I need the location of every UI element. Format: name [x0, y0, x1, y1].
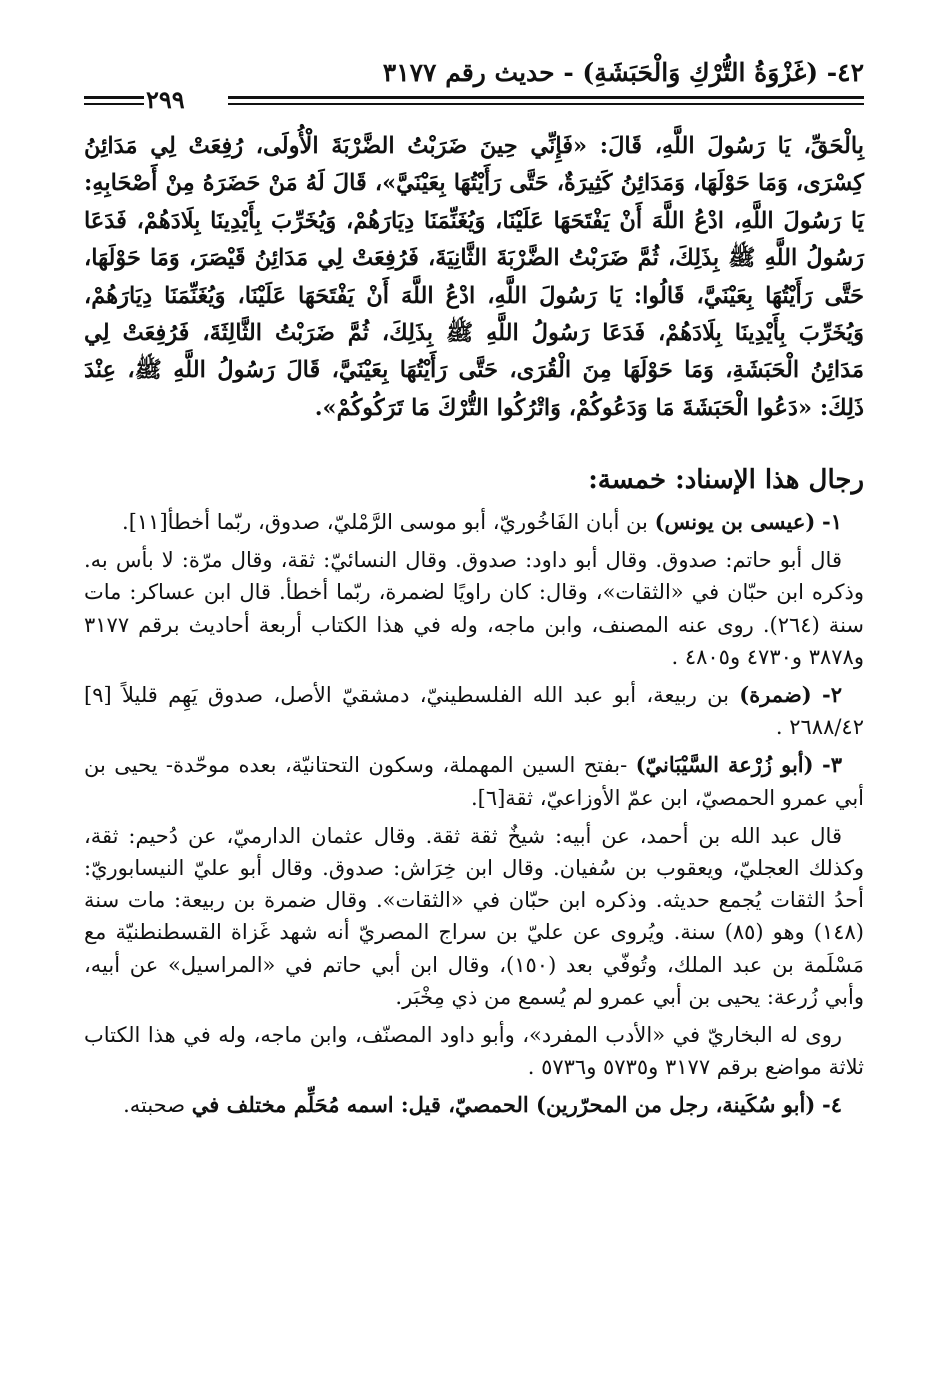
narrator-description: صحبته. — [123, 1093, 192, 1118]
running-title: ٤٢- (غَزْوَةُ التُّرْكِ وَالْحَبَشَةِ) - حديث رقم ٣١٧٧ — [382, 58, 864, 87]
narrator-name: (عيسى بن يونس) — [654, 509, 816, 534]
narrator-number: ٣- — [822, 752, 842, 778]
narrator-entry-2 — [84, 679, 864, 743]
header-rule-short — [84, 96, 144, 105]
narrator-description: -بفتح السين المهملة، وسكون التحتانيّة، بعده موحّدة- يحيى بن أبي عمرو الحمصيّ، ابن عمّ الأوزاعيّ، ثقة[٦]. — [84, 753, 864, 810]
narrator-description: بن ربيعة، أبو عبد الله الفلسطينيّ، دمشقيّ الأصل، صدوق يَهِم قليلاً [٩] ٢٦٨٨/٤٢ . — [84, 683, 864, 740]
narrator-name: (أبو سُكَينة، رجل من المحرّرين) الحمصيّ، قيل: اسمه مُحَلِّم مختلف في — [191, 1092, 816, 1118]
page-number: ٢٩٩ — [146, 85, 185, 114]
narrators-list — [84, 506, 864, 1128]
narrator-name: (أبو زُرْعة السَّيْبَانيّ) — [635, 752, 814, 778]
narrator-entry-4 — [84, 1089, 864, 1121]
narrator-number: ١- — [822, 509, 842, 534]
narrator-number: ٢- — [822, 682, 842, 708]
section-heading: رجال هذا الإسناد: خمسة: — [588, 465, 864, 495]
narrator-description: بن أبان الفَاخُوريّ، أبو موسى الرَّمْليّ، صدوق، ربّما أخطأ[١١]. — [122, 510, 655, 534]
narrator-comment: قال أبو حاتم: صدوق. وقال أبو داود: صدوق. وقال النسائيّ: ثقة، وقال مرّة: لا بأس به. وذكره ابن حبّان في «الثقات»، وقال: كان راويًا لضمرة، ربّما أخطأ. قال ابن عساكر: مات سنة (٢٦٤). روى عنه المصنف، وابن ماجه، وله في هذا الكتاب أربعة أحاديث برقم ٣١٧٧ و٣٨٧٨ و٤٧٣٠ و٤٨٠٥ . — [84, 548, 864, 669]
narrator-number: ٤- — [822, 1092, 842, 1118]
header-rule — [228, 96, 864, 105]
narrator-comment: روى له البخاريّ في «الأدب المفرد»، وأبو داود المصنّف، وابن ماجه، وله في هذا الكتاب ثلاثة مواضع برقم ٣١٧٧ و٥٧٣٥ و٥٧٣٦ . — [84, 1023, 864, 1080]
narrator-name: (ضمرة) — [739, 682, 812, 708]
narrator-entry-1 — [84, 506, 864, 538]
hadith-text: بِالْحَقِّ، يَا رَسُولَ اللَّهِ، قَالَ: «فَإِنِّي حِينَ ضَرَبْتُ الضَّرْبَةَ الْأُولَى، رُفِعَتْ لِي مَدَائِنُ كِسْرَى، وَمَا حَوْلَهَا، وَمَدَائِنُ كَثِيرَةٌ، حَتَّى رَأَيْتُهَا بِعَيْنَيَّ»، قَالَ لَهُ مَنْ حَضَرَهُ مِنْ أَصْحَابِهِ: يَا رَسُولَ اللَّهِ، ادْعُ اللَّهَ أَنْ يَفْتَحَهَا عَلَيْنَا، وَيُغَنِّمَنَا دِيَارَهُمْ، وَيُخَرِّبَ بِأَيْدِينَا بِلَادَهُمْ، فَدَعَا رَسُولُ اللَّهِ ﷺ بِذَلِكَ، ثُمَّ ضَرَبْتُ الضَّرْبَةَ الثَّانِيَةَ، فَرُفِعَتْ لِي مَدَائِنُ قَيْصَرَ، وَمَا حَوْلَهَا، حَتَّى رَأَيْتُهَا بِعَيْنَيَّ، قَالُوا: يَا رَسُولَ اللَّهِ، ادْعُ اللَّهَ أَنْ يَفْتَحَهَا عَلَيْنَا، وَيُغَنِّمَنَا دِيَارَهُمْ، وَيُخَرِّبَ بِأَيْدِينَا بِلَادَهُمْ، فَدَعَا رَسُولُ اللَّهِ ﷺ بِذَلِكَ، ثُمَّ ضَرَبْتُ الثَّالِثَةَ، فَرُفِعَتْ لِي مَدَائِنُ الْحَبَشَةِ، وَمَا حَوْلَهَا مِنَ الْقُرَى، حَتَّى رَأَيْتُهَا بِعَيْنَيَّ، قَالَ رَسُولُ اللَّهِ ﷺ، عِنْدَ ذَلِكَ: «دَعُوا الْحَبَشَةَ مَا وَدَعُوكُمْ، وَاتْرُكُوا التُّرْكَ مَا تَرَكُوكُمْ». — [84, 133, 864, 421]
narrator-comment: قال عبد الله بن أحمد، عن أبيه: شيخٌ ثقة ثقة. وقال عثمان الدارميّ، عن دُحيم: ثقة، وكذلك العجليّ، ويعقوب بن سُفيان. وقال ابن خِرَاش: صدوق. وقال أبو عليّ النيسابوريّ: أحدُ الثقات يُجمع حديثه. وذكره ابن حبّان في «الثقات». وقال ضمرة بن ربيعة: مات سنة (١٤٨) وهو (٨٥) سنة. ويُروى عن عليّ بن سراج المصريّ أنه شهد غَزاة القسطنطنيّة مع مَسْلَمة بن عبد الملك، وتُوفّي بعد (١٥٠)، وقال ابن أبي حاتم في «المراسيل» عن أبيه، وأبي زُرعة: يحيى بن أبي عمرو لم يُسمع من ذي مِخْبَر. — [84, 823, 864, 1009]
narrator-entry-3 — [84, 749, 864, 813]
